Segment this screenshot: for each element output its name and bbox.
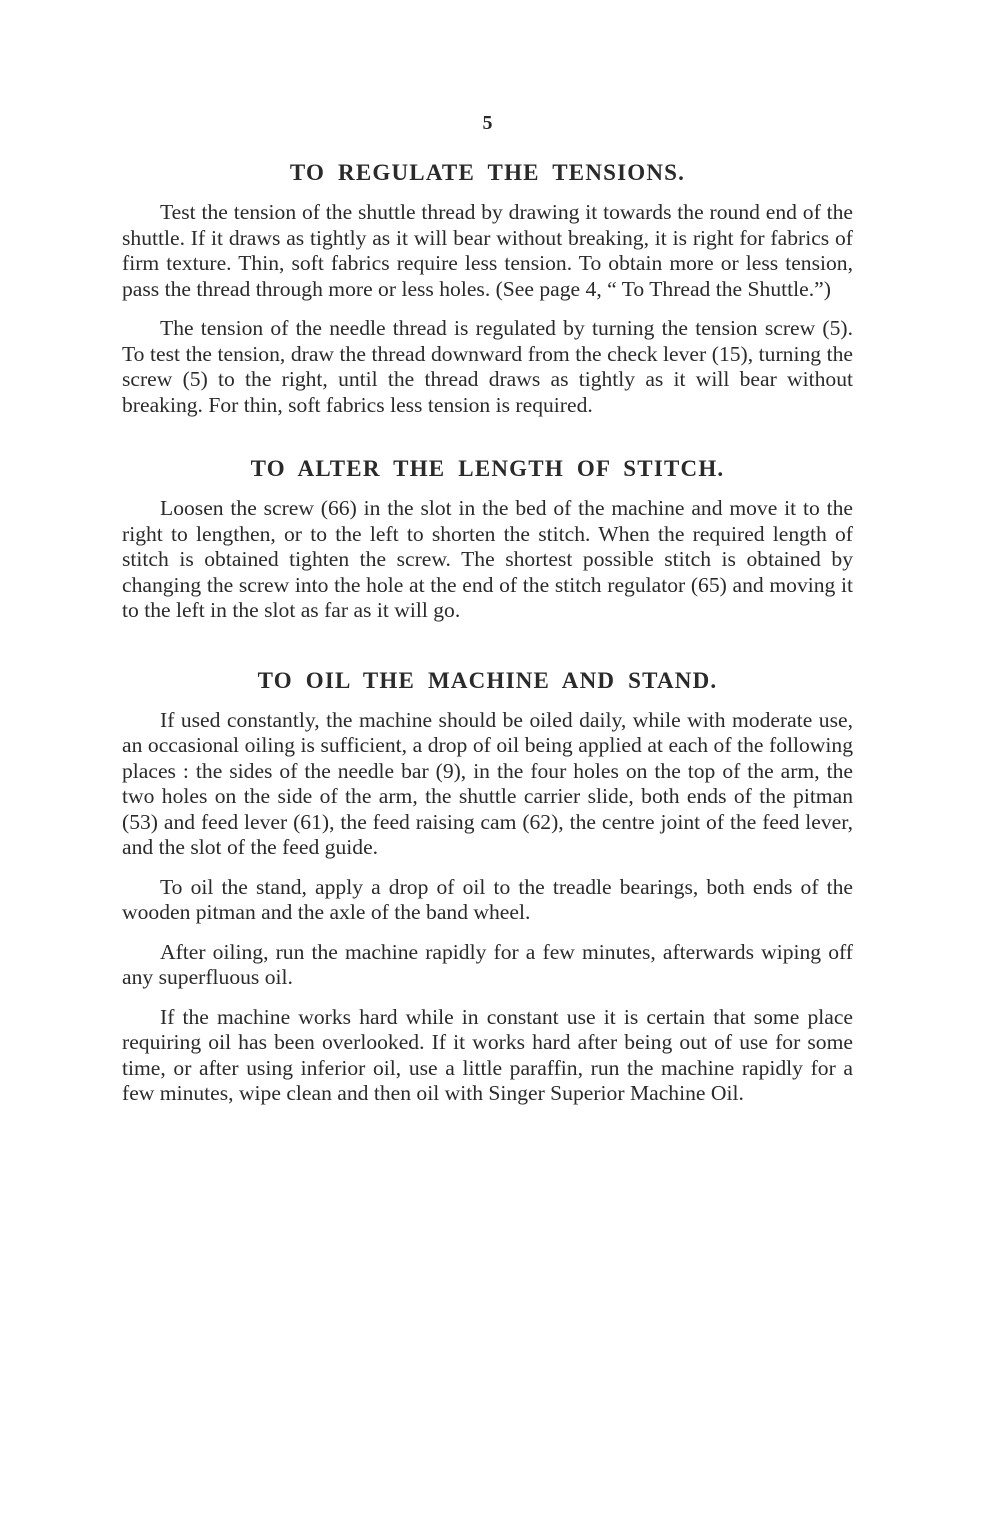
paragraph: To oil the stand, apply a drop of oil to the treadle bearings, both ends of the wooden pitman and the axle of the band wheel. [122, 874, 853, 924]
paragraph: Loosen the screw (66) in the slot in the bed of the machine and move it to the right to lengthen, or to the left to shorten the stitch. When the required length of stitch is obtained tighten the screw. The shortest possible stitch is obtained by changing the screw into the hole at the end of the stitch regulator (65) and moving it to the left in the slot as far as it will go. [122, 496, 853, 622]
section-heading: TO OIL THE MACHINE AND STAND. [257, 667, 718, 693]
section-heading: TO ALTER THE LENGTH OF STITCH. [250, 456, 725, 481]
section-oil-machine [122, 666, 853, 1107]
section-alter-stitch-length [122, 454, 853, 624]
paragraph: The tension of the needle thread is regulated by turning the tension screw (5). To test the tension, draw the thread downward from the check lever (15), turning the screw (5) to the right, until the thread draws as tightly as it will bear without breaking. For thin, soft fabrics less tension is required. [122, 316, 853, 417]
paragraph: If the machine works hard while in constant use it is certain that some place requiring oil has been overlooked. If it works hard after being out of use for some time, or after using inferior oil, use a little paraffin, run the machine rapidly for a few minutes, wipe clean and then oil with Singer Superior Machine Oil. [122, 1004, 853, 1105]
paragraph: Test the tension of the shuttle thread by drawing it towards the round end of the shuttle. If it draws as tightly as it will bear without breaking, it is right for fabrics of firm texture. Thin, soft fabrics require less tension. To obtain more or less tension, pass the thread through more or less holes. (See page 4, “ To Thread the Shuttle.”) [122, 200, 853, 301]
section-heading: TO REGULATE THE TENSIONS. [289, 160, 686, 185]
page-number: 5 [482, 112, 493, 134]
paragraph: After oiling, run the machine rapidly for a few minutes, afterwards wiping off any superfluous oil. [122, 939, 853, 989]
document-page [122, 110, 853, 1143]
paragraph: If used constantly, the machine should be oiled daily, while with moderate use, an occasional oiling is sufficient, a drop of oil being applied at each of the following places : the sides of the needle bar (9), in the four holes on the top of the arm, the two holes on the side of the arm, the shuttle carrier slide, both ends of the pitman (53) and feed lever (61), the feed raising cam (62), the centre joint of the feed lever, and the slot of the feed guide. [122, 707, 853, 859]
section-regulate-tensions [122, 158, 853, 418]
